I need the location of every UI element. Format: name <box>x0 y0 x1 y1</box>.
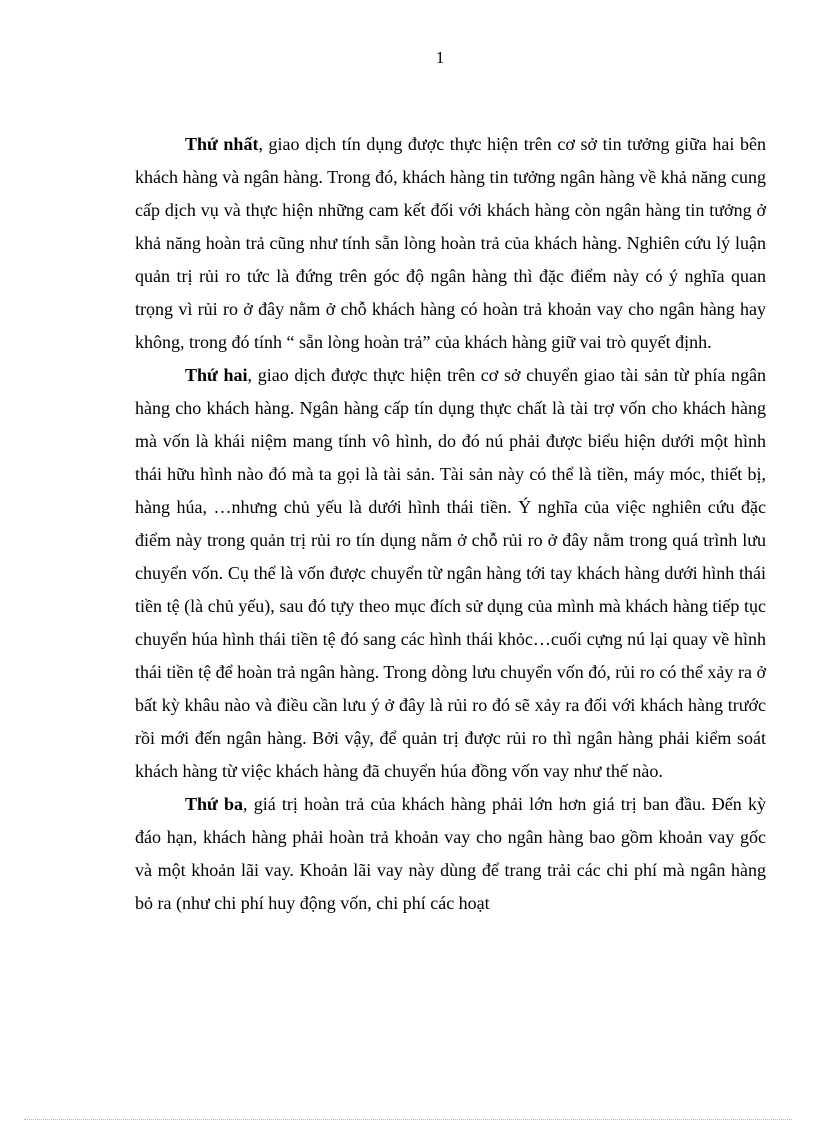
document-body <box>135 128 766 920</box>
paragraph-text: , giao dịch được thực hiện trên cơ sở chuyển giao tài sản từ phía ngân hàng cho khách hàng. Ngân hàng cấp tín dụng thực chất là tài trợ vốn cho khách hàng mà vốn là khái niệm mang tính vô hình, do đó nú phải được biểu hiện dưới một hình thái hữu hình nào đó mà ta gọi là tài sản. Tài sản này có thể là tiền, máy móc, thiết bị, hàng húa, …nhưng chủ yếu là dưới hình thái tiền. Ý nghĩa của việc nghiên cứu đặc điểm này trong quản trị rủi ro tín dụng nằm ở chỗ rủi ro ở đây nằm trong quá trình lưu chuyển vốn. Cụ thể là vốn được chuyển từ ngân hàng tới tay khách hàng dưới hình thái tiền tệ (là chủ yếu), sau đó tựy theo mục đích sử dụng của mình mà khách hàng tiếp tục chuyển húa hình thái tiền tệ đó sang các hình thái khỏc…cuối cựng nú lại quay về hình thái tiền tệ để hoàn trả ngân hàng. Trong dòng lưu chuyển vốn đó, rủi ro có thể xảy ra ở bất kỳ khâu nào và điều cần lưu ý ở đây là rủi ro đó sẽ xảy ra đối với khách hàng trước rồi mới đến ngân hàng. Bởi vậy, để quản trị được rủi ro thì ngân hàng phải kiểm soát khách hàng từ việc khách hàng đã chuyển húa đồng vốn vay như thế nào. <box>135 365 766 781</box>
paragraph-text: , giao dịch tín dụng được thực hiện trên cơ sở tin tưởng giữa hai bên khách hàng và ngân hàng. Trong đó, khách hàng tin tưởng ngân hàng về khả năng cung cấp dịch vụ và thực hiện những cam kết đối với khách hàng còn ngân hàng tin tưởng ở khả năng hoàn trả cũng như tính sẵn lòng hoàn trả của khách hàng. Nghiên cứu lý luận quản trị rủi ro tức là đứng trên góc độ ngân hàng thì đặc điểm này có ý nghĩa quan trọng vì rủi ro ở đây nằm ở chỗ khách hàng có hoàn trả khoản vay cho ngân hàng hay không, trong đó tính “ sẵn lòng hoàn trả” của khách hàng giữ vai trò quyết định. <box>135 134 766 352</box>
paragraph-lead: Thứ ba <box>185 794 244 814</box>
paragraph-third <box>135 788 766 920</box>
paragraph-lead: Thứ nhất <box>185 134 259 154</box>
page-bottom-divider <box>24 1119 792 1120</box>
paragraph-text: , giá trị hoàn trả của khách hàng phải lớn hơn giá trị ban đầu. Đến kỳ đáo hạn, khách hàng phải hoàn trả khoản vay cho ngân hàng bao gồm khoản vay gốc và một khoản lãi vay. Khoản lãi vay này dùng để trang trải các chi phí mà ngân hàng bỏ ra (như chi phí huy động vốn, chi phí các hoạt <box>135 794 766 913</box>
paragraph-first <box>135 128 766 359</box>
paragraph-lead: Thứ hai <box>185 365 248 385</box>
page-number: 1 <box>435 48 445 67</box>
paragraph-second <box>135 359 766 788</box>
